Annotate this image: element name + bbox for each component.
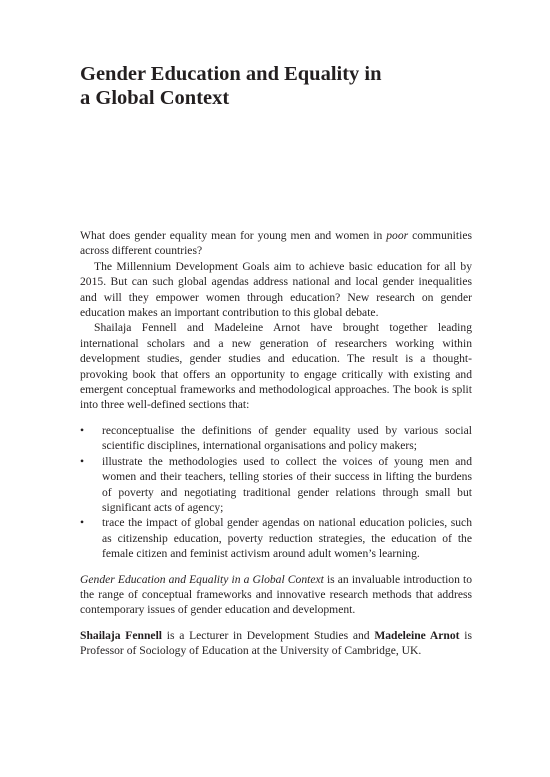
list-item bbox=[80, 515, 472, 561]
summary-paragraph bbox=[80, 572, 472, 618]
list-item bbox=[80, 454, 472, 516]
author-name-1: Shailaja Fennell bbox=[80, 628, 163, 642]
book-title-italic: Gender Education and Equality in a Global Context bbox=[80, 572, 324, 586]
title-line-2: a Global Context bbox=[80, 87, 230, 109]
bullet-icon: • bbox=[80, 516, 85, 530]
title-block bbox=[80, 62, 472, 110]
list-item-text: illustrate the methodologies used to collect the voices of young men and women and their teachers, telling stories of their success in lifting the burdens of poverty and negotiating traditional gender relations through small but significant acts of agency; bbox=[102, 454, 472, 514]
page-title bbox=[80, 62, 472, 110]
title-line-1: Gender Education and Equality in bbox=[80, 63, 382, 85]
bullet-icon: • bbox=[80, 423, 85, 437]
bullet-icon: • bbox=[80, 454, 85, 468]
list-item-text: trace the impact of global gender agendas on national education policies, such as citizenship education, poverty reduction strategies, the education of the female citizen and feminist activism around adult women’s learning. bbox=[102, 516, 472, 561]
summary-text: is an invaluable introduction to the range of conceptual frameworks and innovative research methods that address contemporary issues of gender education and development. bbox=[80, 572, 472, 617]
list-item bbox=[80, 423, 472, 454]
list-item-text: reconceptualise the definitions of gender equality used by various social scientific disciplines, international organisations and policy makers; bbox=[102, 423, 472, 453]
authors-paragraph bbox=[80, 628, 472, 659]
paragraph-editors: Shailaja Fennell and Madeleine Arnot have brought together leading international scholars and a new generation of researchers working within development studies, gender studies and education. The result is a thought-provoking book that offers an opportunity to engage critically with existing and emergent conceptual frameworks and methodological approaches. The book is split into three well-defined sections that: bbox=[80, 321, 472, 412]
spacer bbox=[80, 618, 472, 628]
intro-text-end: communities across different countries? bbox=[80, 229, 472, 258]
intro-emphasis: poor bbox=[386, 229, 409, 242]
sections-list bbox=[80, 423, 472, 562]
intro-paragraph bbox=[80, 228, 472, 259]
paragraph-mdg: The Millennium Development Goals aim to achieve basic education for all by 2015. But can such global agendas address national and local gender inequalities and will they empower women through education? New research on gender education makes an important contribution to this global debate. bbox=[80, 259, 472, 320]
intro-text: What does gender equality mean for young men and women in bbox=[80, 229, 387, 242]
author-text-1: is a Lecturer in Development Studies and bbox=[162, 628, 375, 642]
blurb-body bbox=[80, 228, 472, 659]
author-name-2: Madeleine Arnot bbox=[374, 628, 460, 642]
author-text-2: is Professor of Sociology of Education at the University of Cambridge, UK. bbox=[80, 628, 473, 658]
